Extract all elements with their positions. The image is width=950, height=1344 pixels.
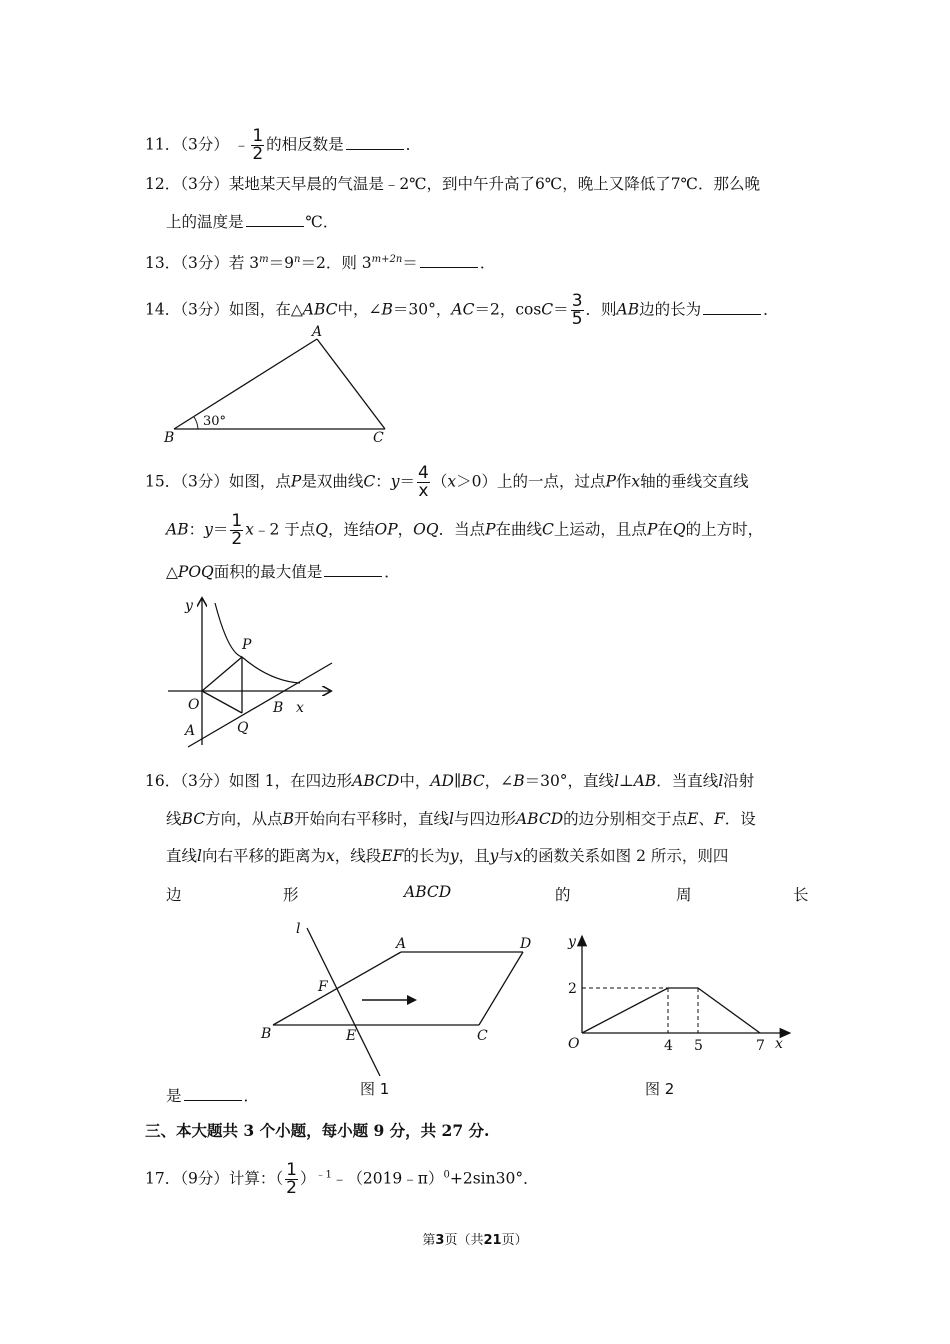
label-B: B [261,1026,272,1042]
label-F: F [318,979,328,995]
label-A: A [185,723,196,739]
answer-blank[interactable] [246,212,304,227]
function-graph-figure-2 [560,928,800,1058]
answer-blank[interactable] [324,562,382,577]
axis-x-label: x [775,1036,783,1052]
label-A: A [312,324,323,340]
question-13: 13．（3分）若 $3^m=9^n=2$．则 $3^{m+2n}=$ ． [145,254,496,273]
answer-blank[interactable] [346,135,404,150]
answer-blank[interactable] [184,1086,242,1101]
question-15: 15．（3分）如图，点P是双曲线C：y＝ $\frac{4}{x}$ （x＞0）上的一点，过点P作x轴的垂线交直线 [145,463,749,501]
question-15-line3: △POQ面积的最大值是 ． [166,563,400,581]
figure-2-caption: 图 2 [645,1080,675,1098]
label-angle: 30° [203,414,227,429]
fraction-one-half: $\frac{1}{2}$ [252,126,264,164]
label-C: C [477,1028,488,1044]
section-3-heading: 三、本大题共 3 个小题，每小题 9 分，共 27 分. [145,1121,490,1140]
question-16-last-line: 是 ． [166,1087,260,1105]
axis-y-label: y [185,598,193,614]
question-12-line2: 上的温度是 ℃． [166,213,339,231]
label-O: O [188,697,200,713]
question-12: 12．（3分）某地某天早晨的气温是﹣2℃，到中午升高了6℃，晚上又降低了7℃．那么晚 [145,175,760,193]
label-O: O [568,1036,580,1052]
tick-4: 4 [664,1038,673,1054]
question-16: 16．（3分）如图 1，在四边形ABCD中，AD∥BC，∠B＝30°，直线l⊥AB．当直线l沿射 [145,772,755,790]
label-C: C [373,430,384,446]
question-11: 11．（3分） ﹣ $\frac{1}{2}$ 的相反数是 ． [145,126,422,164]
label-B: B [164,430,175,446]
label-A: A [396,936,407,952]
answer-blank[interactable] [420,253,478,268]
tick-5: 5 [694,1038,703,1054]
question-16-line3: 直线l向右平移的距离为x，线段EF的长为y，且y与x的函数关系如图 2 所示，则四 [166,847,729,865]
figure-1-caption: 图 1 [360,1080,390,1098]
fraction-three-fifths: $\frac{3}{5}$ [571,291,583,329]
page-footer: 第3页（共21页） [422,1233,528,1248]
question-15-line2: AB：y＝ $\frac{1}{2}$ x﹣2 于点Q，连结OP，OQ．当点P在曲线C上运动，且点P在Q的上方时， [166,511,764,549]
q16-line4-char: 的 [555,886,571,904]
q16-line4-char: 形 [283,886,299,904]
label-D: D [520,936,532,952]
q16-line4-abcd: ABCD [404,883,452,901]
fraction-four-over-x: $\frac{4}{x}$ [418,463,429,501]
fraction-one-half: $\frac{1}{2}$ [286,1160,297,1198]
answer-blank[interactable] [703,300,761,315]
quadrilateral-figure-1 [255,918,545,1078]
q16-line4-char: 长 [793,886,809,904]
hyperbola-figure [160,595,340,755]
label-l: l [296,921,301,937]
label-P: P [242,637,252,653]
question-14: 14．（3分）如图，在△ABC中，∠B＝30°，AC＝2，cosC＝ $\frac{3}{5}$ ．则AB边的长为 ． [145,291,779,329]
label-Q: Q [237,720,249,736]
question-16-line2: 线BC方向，从点B开始向右平移时，直线l与四边形ABCD的边分别相交于点E、F．设 [166,810,756,828]
tick-2: 2 [568,981,577,997]
fraction-one-half: $\frac{1}{2}$ [231,511,243,549]
label-B: B [273,700,284,716]
q16-line4-char: 边 [166,886,182,904]
axis-y-label: y [568,934,576,950]
question-17: 17．（9分）计算：（ $\frac{1}{2}$ ）$^{﹣1}$﹣（2019﹣π）$^0$+2sin30°． [145,1160,539,1198]
triangle-figure [160,325,400,450]
axis-x-label: x [296,700,304,716]
label-E: E [346,1028,357,1044]
q16-line4-char: 周 [676,886,692,904]
tick-7: 7 [756,1038,765,1054]
